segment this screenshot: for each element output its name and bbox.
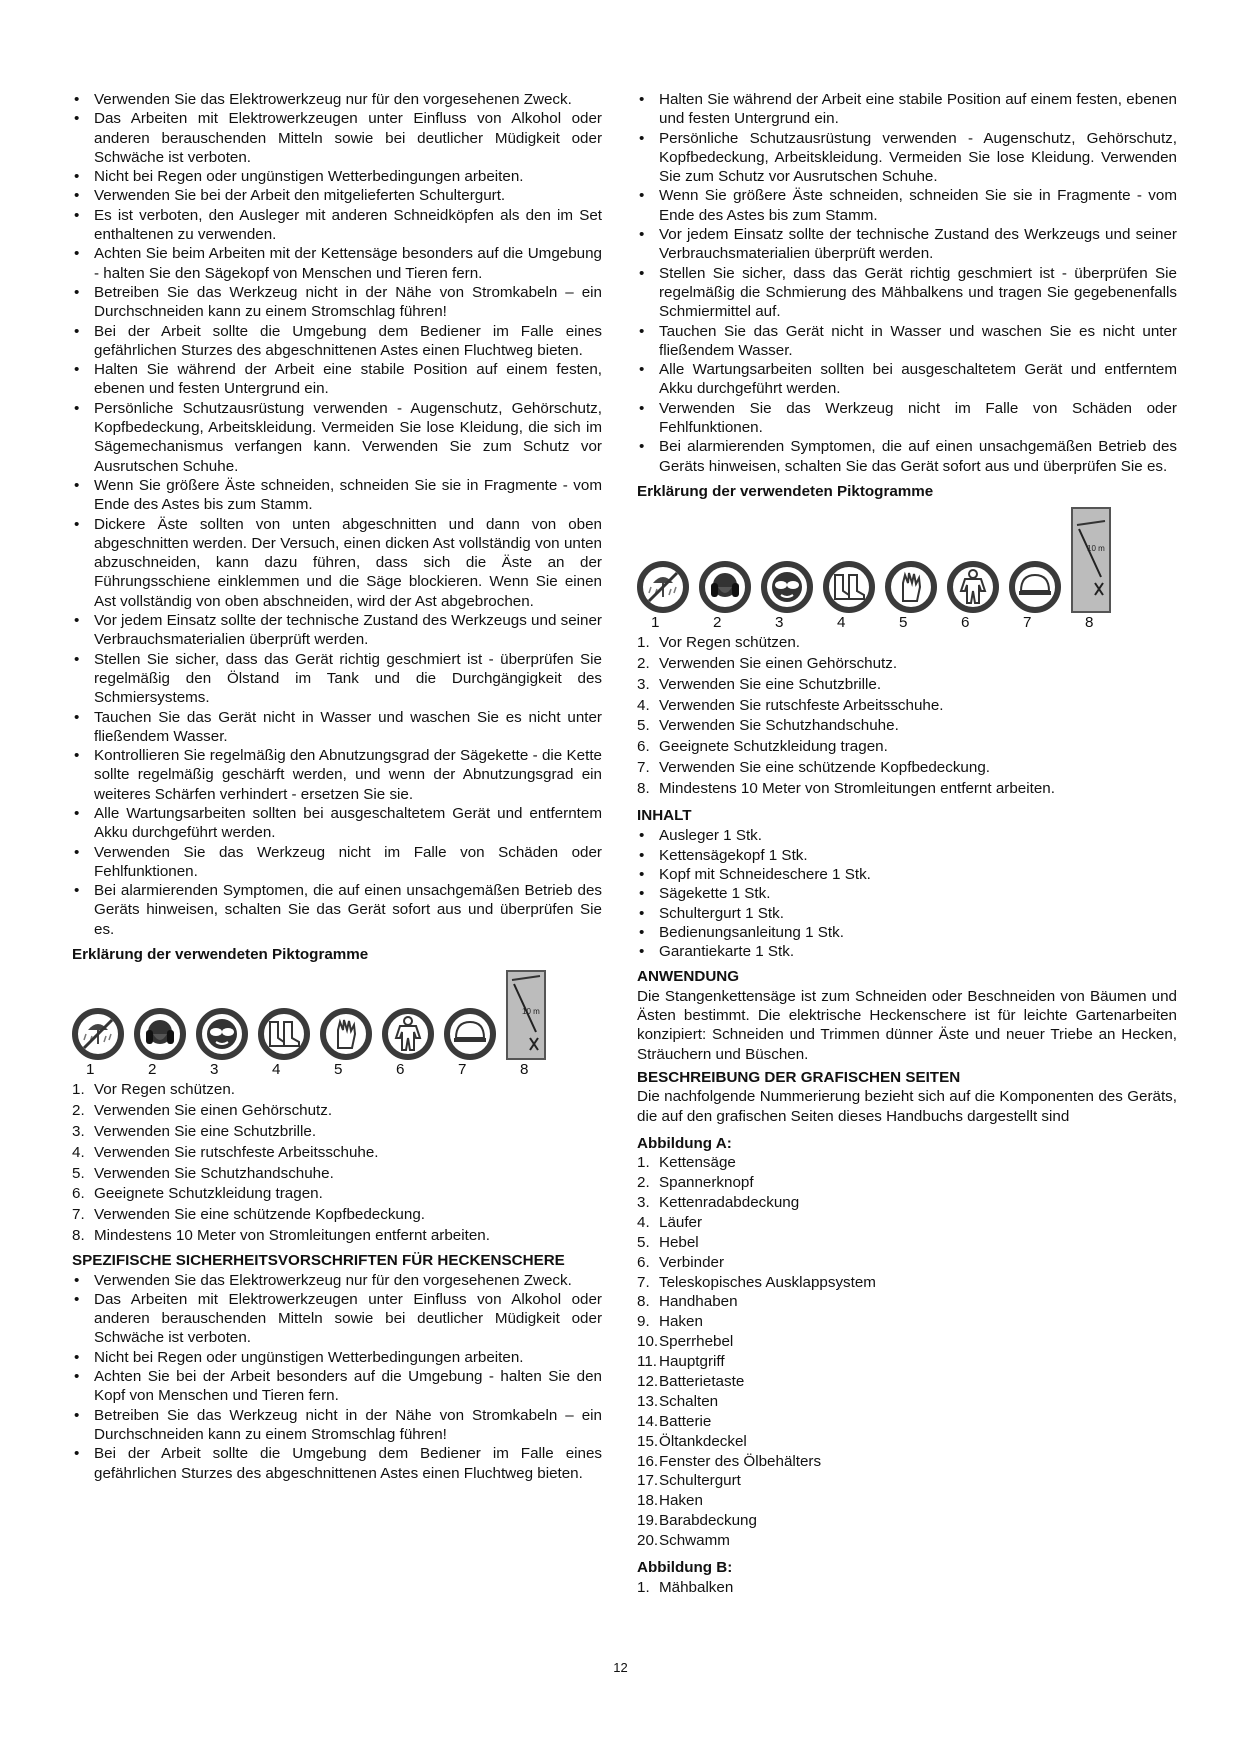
- pictogram-number: 8: [520, 1061, 529, 1079]
- rain-protection-icon: [637, 561, 689, 613]
- safety-boots-icon: [258, 1008, 310, 1060]
- protective-gloves-icon: [885, 561, 937, 613]
- item-number: 1.: [637, 634, 650, 652]
- list-item: • Stellen Sie sicher, dass das Gerät richtig geschmiert ist - überprüfen Sie regelmäßig den Ölstand im Tank und die Durchgängigkeit des Schmiersystems.: [72, 650, 602, 708]
- list-item: • Persönliche Schutzausrüstung verwenden - Augenschutz, Gehörschutz, Kopfbedeckung, Arbeitskleidung. Vermeiden Sie lose Kleidung. Verwenden Sie zum Schutz vor Ausrutschen Schuhe.: [637, 129, 1177, 187]
- numbered-item: [637, 1511, 1177, 1530]
- numbered-item: [637, 1491, 1177, 1510]
- item-text: Geeignete Schutzkleidung tragen.: [659, 738, 888, 756]
- pictogram-number: 1: [86, 1061, 95, 1079]
- item-number: 8.: [637, 1293, 650, 1311]
- general-safety-list: [72, 90, 602, 939]
- list-item: • Tauchen Sie das Gerät nicht in Wasser und waschen Sie es nicht unter fließendem Wasser.: [72, 708, 602, 747]
- list-item: • Halten Sie während der Arbeit eine stabile Position auf einem festen, ebenen und festen Untergrund ein.: [72, 360, 602, 399]
- item-number: 4.: [72, 1143, 85, 1161]
- numbered-item: [637, 1233, 1177, 1252]
- item-text: Verbinder: [659, 1253, 725, 1271]
- item-number: 19.: [637, 1512, 659, 1530]
- protective-clothing-icon: [382, 1008, 434, 1060]
- item-number: 6.: [637, 738, 650, 756]
- item-text: Verwenden Sie einen Gehörschutz.: [94, 1102, 333, 1120]
- numbered-item: [72, 1164, 602, 1183]
- numbered-item: [637, 1273, 1177, 1292]
- heading-inhalt: INHALT: [637, 807, 692, 825]
- item-number: 12.: [637, 1372, 659, 1390]
- item-number: 7.: [637, 759, 650, 777]
- numbered-item: [72, 1184, 602, 1203]
- list-item: • Achten Sie bei der Arbeit besonders auf die Umgebung - halten Sie den Kopf von Menschen und Tieren fern.: [72, 1367, 602, 1406]
- item-text: Teleskopisches Ausklappsystem: [659, 1273, 876, 1291]
- numbered-item: [637, 1531, 1177, 1550]
- head-protection-icon: [1009, 561, 1061, 613]
- item-number: 2.: [637, 1174, 650, 1192]
- list-item: • Wenn Sie größere Äste schneiden, schneiden Sie sie in Fragmente - vom Ende des Astes bis zum Stamm.: [72, 476, 602, 515]
- item-number: 5.: [637, 1233, 650, 1251]
- power-line-distance-icon: [1071, 507, 1111, 613]
- safety-glasses-icon: [761, 561, 813, 613]
- list-item: • Verwenden Sie bei der Arbeit den mitgelieferten Schultergurt.: [72, 186, 602, 205]
- list-item: • Bedienungsanleitung 1 Stk.: [637, 923, 1177, 942]
- item-text: Haken: [659, 1492, 703, 1510]
- safety-glasses-icon: [196, 1008, 248, 1060]
- list-item: • Es ist verboten, den Ausleger mit anderen Schneidköpfen als den im Set enthaltenen zu verwenden.: [72, 206, 602, 245]
- numbered-item: [72, 1143, 602, 1162]
- numbered-item: [637, 1392, 1177, 1411]
- item-number: 10.: [637, 1333, 659, 1351]
- list-item: • Das Arbeiten mit Elektrowerkzeugen unter Einfluss von Alkohol oder anderen berauschenden Mitteln sowie bei deutlicher Müdigkeit oder Schwäche ist verboten.: [72, 109, 602, 167]
- pictogram-number: 8: [1085, 614, 1094, 632]
- item-text: Spannerknopf: [659, 1174, 754, 1192]
- list-item: • Schultergurt 1 Stk.: [637, 904, 1177, 923]
- right-column: [637, 90, 1177, 1598]
- item-text: Fenster des Ölbehälters: [659, 1452, 822, 1470]
- ear-protection-icon: [134, 1008, 186, 1060]
- numbered-item: [637, 1412, 1177, 1431]
- numbered-item: [637, 1253, 1177, 1272]
- item-text: Vor Regen schützen.: [659, 634, 800, 652]
- pictogram-number: 4: [837, 614, 846, 632]
- item-number: 11.: [637, 1353, 657, 1371]
- item-text: Verwenden Sie eine schützende Kopfbedeckung.: [94, 1206, 425, 1224]
- item-text: Haken: [659, 1313, 703, 1331]
- numbered-item: [637, 675, 1177, 694]
- numbered-item: [637, 1173, 1177, 1192]
- item-text: Läufer: [659, 1213, 703, 1231]
- pictogram-row-left: [72, 972, 602, 1060]
- item-number: 6.: [637, 1253, 650, 1271]
- list-item: • Wenn Sie größere Äste schneiden, schneiden Sie sie in Fragmente - vom Ende des Astes bis zum Stamm.: [637, 186, 1177, 225]
- item-text: Batterietaste: [659, 1372, 745, 1390]
- protective-gloves-icon: [320, 1008, 372, 1060]
- item-text: Schalten: [659, 1392, 719, 1410]
- numbered-item: [637, 1312, 1177, 1331]
- list-item: • Ausleger 1 Stk.: [637, 826, 1177, 845]
- abbildung-b-list: [637, 1578, 1177, 1597]
- safety-boots-icon: [823, 561, 875, 613]
- heading-anwendung: ANWENDUNG: [637, 968, 740, 986]
- item-number: 9.: [637, 1313, 650, 1331]
- numbered-item: [637, 716, 1177, 735]
- pictogram-number: 5: [899, 614, 908, 632]
- item-text: Verwenden Sie einen Gehörschutz.: [659, 655, 898, 673]
- left-column: [72, 90, 602, 1483]
- numbered-item: [72, 1122, 602, 1141]
- protective-clothing-icon: [947, 561, 999, 613]
- item-number: 7.: [72, 1206, 85, 1224]
- heading-specific-hedge-trimmer: SPEZIFISCHE SICHERHEITSVORSCHRIFTEN FÜR HECKENSCHERE: [72, 1252, 565, 1270]
- numbered-item: [72, 1101, 602, 1120]
- page-number: 12: [613, 1660, 628, 1675]
- item-number: 18.: [637, 1492, 659, 1510]
- contents-list: [637, 826, 1177, 961]
- pictogram-explanations-right: [637, 633, 1177, 798]
- numbered-item: [637, 633, 1177, 652]
- item-text: Geeignete Schutzkleidung tragen.: [94, 1185, 323, 1203]
- pictogram-number: 3: [210, 1061, 219, 1079]
- list-item: • Verwenden Sie das Werkzeug nicht im Falle von Schäden oder Fehlfunktionen.: [637, 399, 1177, 438]
- item-number: 2.: [637, 655, 650, 673]
- item-number: 3.: [637, 675, 650, 693]
- pictogram-number: 5: [334, 1061, 343, 1079]
- item-number: 17.: [637, 1472, 659, 1490]
- item-text: Kettenradabdeckung: [659, 1193, 800, 1211]
- item-number: 8.: [637, 779, 650, 797]
- safety-list-continued: [637, 90, 1177, 476]
- item-text: Schultergurt: [659, 1472, 741, 1490]
- numbered-item: [637, 1213, 1177, 1232]
- list-item: • Kopf mit Schneideschere 1 Stk.: [637, 865, 1177, 884]
- item-text: Hebel: [659, 1233, 699, 1251]
- item-number: 20.: [637, 1532, 659, 1550]
- list-item: • Das Arbeiten mit Elektrowerkzeugen unter Einfluss von Alkohol oder anderen berauschenden Mitteln sowie bei deutlicher Müdigkeit oder Schwäche ist verboten.: [72, 1290, 602, 1348]
- numbered-item: [637, 696, 1177, 715]
- numbered-item: [637, 1471, 1177, 1490]
- item-text: Verwenden Sie rutschfeste Arbeitsschuhe.: [659, 696, 944, 714]
- item-text: Sperrhebel: [659, 1333, 734, 1351]
- hedge-trimmer-safety-list: [72, 1271, 602, 1483]
- item-number: 2.: [72, 1102, 85, 1120]
- item-text: Barabdeckung: [659, 1512, 757, 1530]
- item-number: 14.: [637, 1412, 659, 1430]
- item-number: 8.: [72, 1226, 85, 1244]
- beschreibung-text: Die nachfolgende Nummerierung bezieht sich auf die Komponenten des Geräts, die auf den grafischen Seiten dieses Handbuchs dargestellt sind: [637, 1088, 1177, 1125]
- numbered-item: [72, 1226, 602, 1245]
- list-item: • Bei der Arbeit sollte die Umgebung dem Bediener im Falle eines gefährlichen Sturzes des abgeschnittenen Astes einen Fluchtweg bieten.: [72, 322, 602, 361]
- list-item: • Bei der Arbeit sollte die Umgebung dem Bediener im Falle eines gefährlichen Sturzes des abgeschnittenen Astes einen Fluchtweg bieten.: [72, 1444, 602, 1483]
- numbered-item: [72, 1080, 602, 1099]
- item-text: Verwenden Sie eine schützende Kopfbedeckung.: [659, 759, 990, 777]
- numbered-item: [637, 1432, 1177, 1451]
- item-text: Verwenden Sie eine Schutzbrille.: [94, 1122, 317, 1140]
- pictogram-number: 6: [396, 1061, 405, 1079]
- list-item: • Persönliche Schutzausrüstung verwenden - Augenschutz, Gehörschutz, Kopfbedeckung, Arbeitskleidung. Vermeiden Sie lose Kleidung, die sich im Sägemechanismus verfangen kann. Verwenden Sie zum Schutz vor Ausrutschen Schuhe.: [72, 399, 602, 476]
- item-number: 3.: [637, 1193, 650, 1211]
- item-number: 1.: [72, 1081, 85, 1099]
- item-text: Handhaben: [659, 1293, 738, 1311]
- numbered-item: [637, 1578, 1177, 1597]
- item-text: Schwamm: [659, 1532, 730, 1550]
- list-item: • Vor jedem Einsatz sollte der technische Zustand des Werkzeugs und seiner Verbrauchsmaterialien überprüft werden.: [637, 225, 1177, 264]
- ear-protection-icon: [699, 561, 751, 613]
- numbered-item: [637, 758, 1177, 777]
- list-item: • Betreiben Sie das Werkzeug nicht in der Nähe von Stromkabeln – ein Durchschneiden kann zu einem Stromschlag führen!: [72, 283, 602, 322]
- numbered-item: [72, 1205, 602, 1224]
- numbered-item: [637, 1372, 1177, 1391]
- list-item: • Alle Wartungsarbeiten sollten bei ausgeschaltetem Gerät und entferntem Akku durchgeführt werden.: [637, 360, 1177, 399]
- list-item: • Halten Sie während der Arbeit eine stabile Position auf einem festen, ebenen und festen Untergrund ein.: [637, 90, 1177, 129]
- numbered-item: [637, 1193, 1177, 1212]
- item-number: 13.: [637, 1392, 659, 1410]
- item-text: Verwenden Sie Schutzhandschuhe.: [659, 717, 899, 735]
- item-text: Mindestens 10 Meter von Stromleitungen entfernt arbeiten.: [94, 1226, 490, 1244]
- numbered-item: [637, 1292, 1177, 1311]
- item-text: Hauptgriff: [659, 1353, 725, 1371]
- item-number: 1.: [637, 1578, 650, 1596]
- item-number: 16.: [637, 1452, 659, 1470]
- pictogram-number: 1: [651, 614, 660, 632]
- item-text: Vor Regen schützen.: [94, 1081, 235, 1099]
- list-item: • Garantiekarte 1 Stk.: [637, 942, 1177, 961]
- pictogram-row-right: [637, 509, 1177, 613]
- power-line-distance-label: 10 m: [522, 1007, 540, 1017]
- item-number: 3.: [72, 1122, 85, 1140]
- list-item: • Alle Wartungsarbeiten sollten bei ausgeschaltetem Gerät und entferntem Akku durchgeführt werden.: [72, 804, 602, 843]
- pictogram-number: 2: [148, 1061, 157, 1079]
- power-line-distance-label: 10 m: [1087, 544, 1105, 554]
- list-item: • Betreiben Sie das Werkzeug nicht in der Nähe von Stromkabeln – ein Durchschneiden kann zu einem Stromschlag führen!: [72, 1406, 602, 1445]
- item-text: Mindestens 10 Meter von Stromleitungen entfernt arbeiten.: [659, 779, 1055, 797]
- list-item: • Stellen Sie sicher, dass das Gerät richtig geschmiert ist - überprüfen Sie regelmäßig die Schmierung des Mähbalkens und tragen Sie gegebenenfalls Schmiermittel auf.: [637, 264, 1177, 322]
- item-text: Mähbalken: [659, 1578, 734, 1596]
- item-number: 5.: [72, 1164, 85, 1182]
- abbildung-a-list: [637, 1153, 1177, 1550]
- item-text: Batterie: [659, 1412, 712, 1430]
- item-text: Verwenden Sie eine Schutzbrille.: [659, 675, 882, 693]
- list-item: • Nicht bei Regen oder ungünstigen Wetterbedingungen arbeiten.: [72, 167, 602, 186]
- picto-heading-right: Erklärung der verwendeten Piktogramme: [637, 482, 934, 500]
- item-text: Verwenden Sie rutschfeste Arbeitsschuhe.: [94, 1143, 379, 1161]
- heading-beschreibung: BESCHREIBUNG DER GRAFISCHEN SEITEN: [637, 1068, 961, 1086]
- item-text: Öltankdeckel: [659, 1432, 747, 1450]
- picto-heading-left: Erklärung der verwendeten Piktogramme: [72, 946, 369, 964]
- item-number: 5.: [637, 717, 650, 735]
- list-item: • Tauchen Sie das Gerät nicht in Wasser und waschen Sie es nicht unter fließendem Wasser.: [637, 322, 1177, 361]
- numbered-item: [637, 1153, 1177, 1172]
- numbered-item: [637, 737, 1177, 756]
- heading-abbildung-b: Abbildung B:: [637, 1559, 733, 1577]
- list-item: • Verwenden Sie das Elektrowerkzeug nur für den vorgesehenen Zweck.: [72, 90, 602, 109]
- pictogram-numbers-left: [72, 1060, 602, 1080]
- pictogram-number: 7: [458, 1061, 467, 1079]
- power-line-distance-icon: [506, 970, 546, 1060]
- numbered-item: [637, 779, 1177, 798]
- numbered-item: [637, 1332, 1177, 1351]
- list-item: • Bei alarmierenden Symptomen, die auf einen unsachgemäßen Betrieb des Geräts hinweisen, schalten Sie das Gerät sofort aus und überprüfen Sie es.: [637, 437, 1177, 476]
- pictogram-number: 6: [961, 614, 970, 632]
- item-text: Kettensäge: [659, 1154, 736, 1172]
- anwendung-text: Die Stangenkettensäge ist zum Schneiden oder Beschneiden von Bäumen und Ästen bestimmt. Die elektrische Heckenschere ist für leichte Gartenarbeiten konzipiert: Schneiden und Trimmen dünner Äste und neuer Triebe an Hecken, Sträuchern und Büschen.: [637, 987, 1177, 1063]
- pictogram-number: 2: [713, 614, 722, 632]
- list-item: • Sägekette 1 Stk.: [637, 884, 1177, 903]
- pictogram-number: 3: [775, 614, 784, 632]
- list-item: • Kettensägekopf 1 Stk.: [637, 846, 1177, 865]
- rain-protection-icon: [72, 1008, 124, 1060]
- pictogram-numbers-right: [637, 613, 1177, 633]
- item-number: 4.: [637, 1213, 650, 1231]
- list-item: • Nicht bei Regen oder ungünstigen Wetterbedingungen arbeiten.: [72, 1348, 602, 1367]
- item-number: 15.: [637, 1432, 659, 1450]
- list-item: • Verwenden Sie das Werkzeug nicht im Falle von Schäden oder Fehlfunktionen.: [72, 843, 602, 882]
- list-item: • Achten Sie beim Arbeiten mit der Kettensäge besonders auf die Umgebung - halten Sie den Sägekopf von Menschen und Tieren fern.: [72, 244, 602, 283]
- numbered-item: [637, 1352, 1177, 1371]
- item-number: 7.: [637, 1273, 650, 1291]
- heading-abbildung-a: Abbildung A:: [637, 1134, 732, 1152]
- item-number: 1.: [637, 1154, 650, 1172]
- pictogram-number: 7: [1023, 614, 1032, 632]
- list-item: • Bei alarmierenden Symptomen, die auf einen unsachgemäßen Betrieb des Geräts hinweisen, schalten Sie das Gerät sofort aus und überprüfen Sie es.: [72, 881, 602, 939]
- numbered-item: [637, 654, 1177, 673]
- item-text: Verwenden Sie Schutzhandschuhe.: [94, 1164, 334, 1182]
- item-number: 6.: [72, 1185, 85, 1203]
- list-item: • Kontrollieren Sie regelmäßig den Abnutzungsgrad der Sägekette - die Kette sollte regelmäßig geschärft werden, und wenn der Abnutzungsgrad ein weiteres Schärfen verhindert - ersetzen Sie sie.: [72, 746, 602, 804]
- list-item: • Verwenden Sie das Elektrowerkzeug nur für den vorgesehenen Zweck.: [72, 1271, 602, 1290]
- list-item: • Vor jedem Einsatz sollte der technische Zustand des Werkzeugs und seiner Verbrauchsmaterialien überprüft werden.: [72, 611, 602, 650]
- item-number: 4.: [637, 696, 650, 714]
- pictogram-explanations-left: [72, 1080, 602, 1245]
- head-protection-icon: [444, 1008, 496, 1060]
- list-item: • Dickere Äste sollten von unten abgeschnitten und dann von oben abgeschnitten werden. Der Versuch, einen dicken Ast vollständig von unten abzuschneiden, kann dazu führen, dass sich die Äste an der Führungsschiene einklemmen und die Säge blockieren. Wenn Sie einen Ast vollständig von oben abschneiden, wird der Ast abgebrochen.: [72, 515, 602, 611]
- pictogram-number: 4: [272, 1061, 281, 1079]
- numbered-item: [637, 1452, 1177, 1471]
